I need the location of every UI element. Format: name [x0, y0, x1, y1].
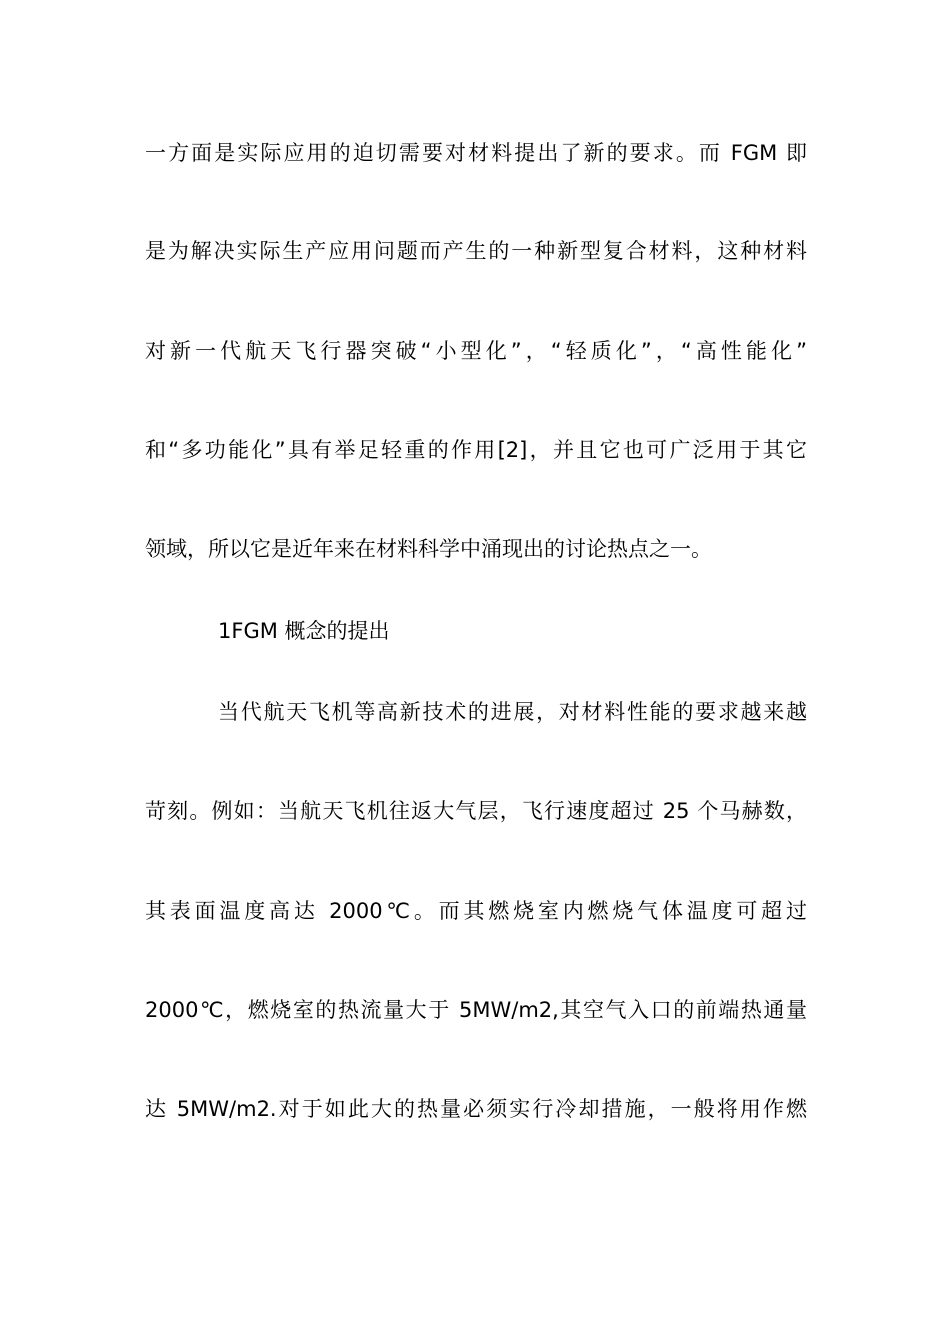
- paragraph-line: 2000℃，燃烧室的热流量大于 5MW/m2,其空气入口的前端热通量: [145, 998, 807, 1022]
- paragraph-line: 是为解决实际生产应用问题而产生的一种新型复合材料，这种材料: [145, 239, 807, 263]
- section-heading: 1FGM 概念的提出: [218, 619, 390, 643]
- paragraph-line: 对新一代航天飞行器突破“小型化”，“轻质化”，“高性能化”: [145, 339, 807, 363]
- paragraph-line: 苛刻。例如：当航天飞机往返大气层，飞行速度超过 25 个马赫数，: [145, 799, 807, 823]
- paragraph-line: 其表面温度高达 2000℃。而其燃烧室内燃烧气体温度可超过: [145, 899, 807, 923]
- paragraph-line: 达 5MW/m2.对于如此大的热量必须实行冷却措施，一般将用作燃: [145, 1097, 807, 1121]
- paragraph-line: 领域，所以它是近年来在材料科学中涌现出的讨论热点之一。: [145, 537, 712, 561]
- paragraph-line: 一方面是实际应用的迫切需要对材料提出了新的要求。而 FGM 即: [145, 141, 807, 165]
- paragraph-line: 当代航天飞机等高新技术的进展，对材料性能的要求越来越: [218, 700, 807, 724]
- paragraph-line: 和“多功能化”具有举足轻重的作用[2]，并且它也可广泛用于其它: [145, 438, 807, 462]
